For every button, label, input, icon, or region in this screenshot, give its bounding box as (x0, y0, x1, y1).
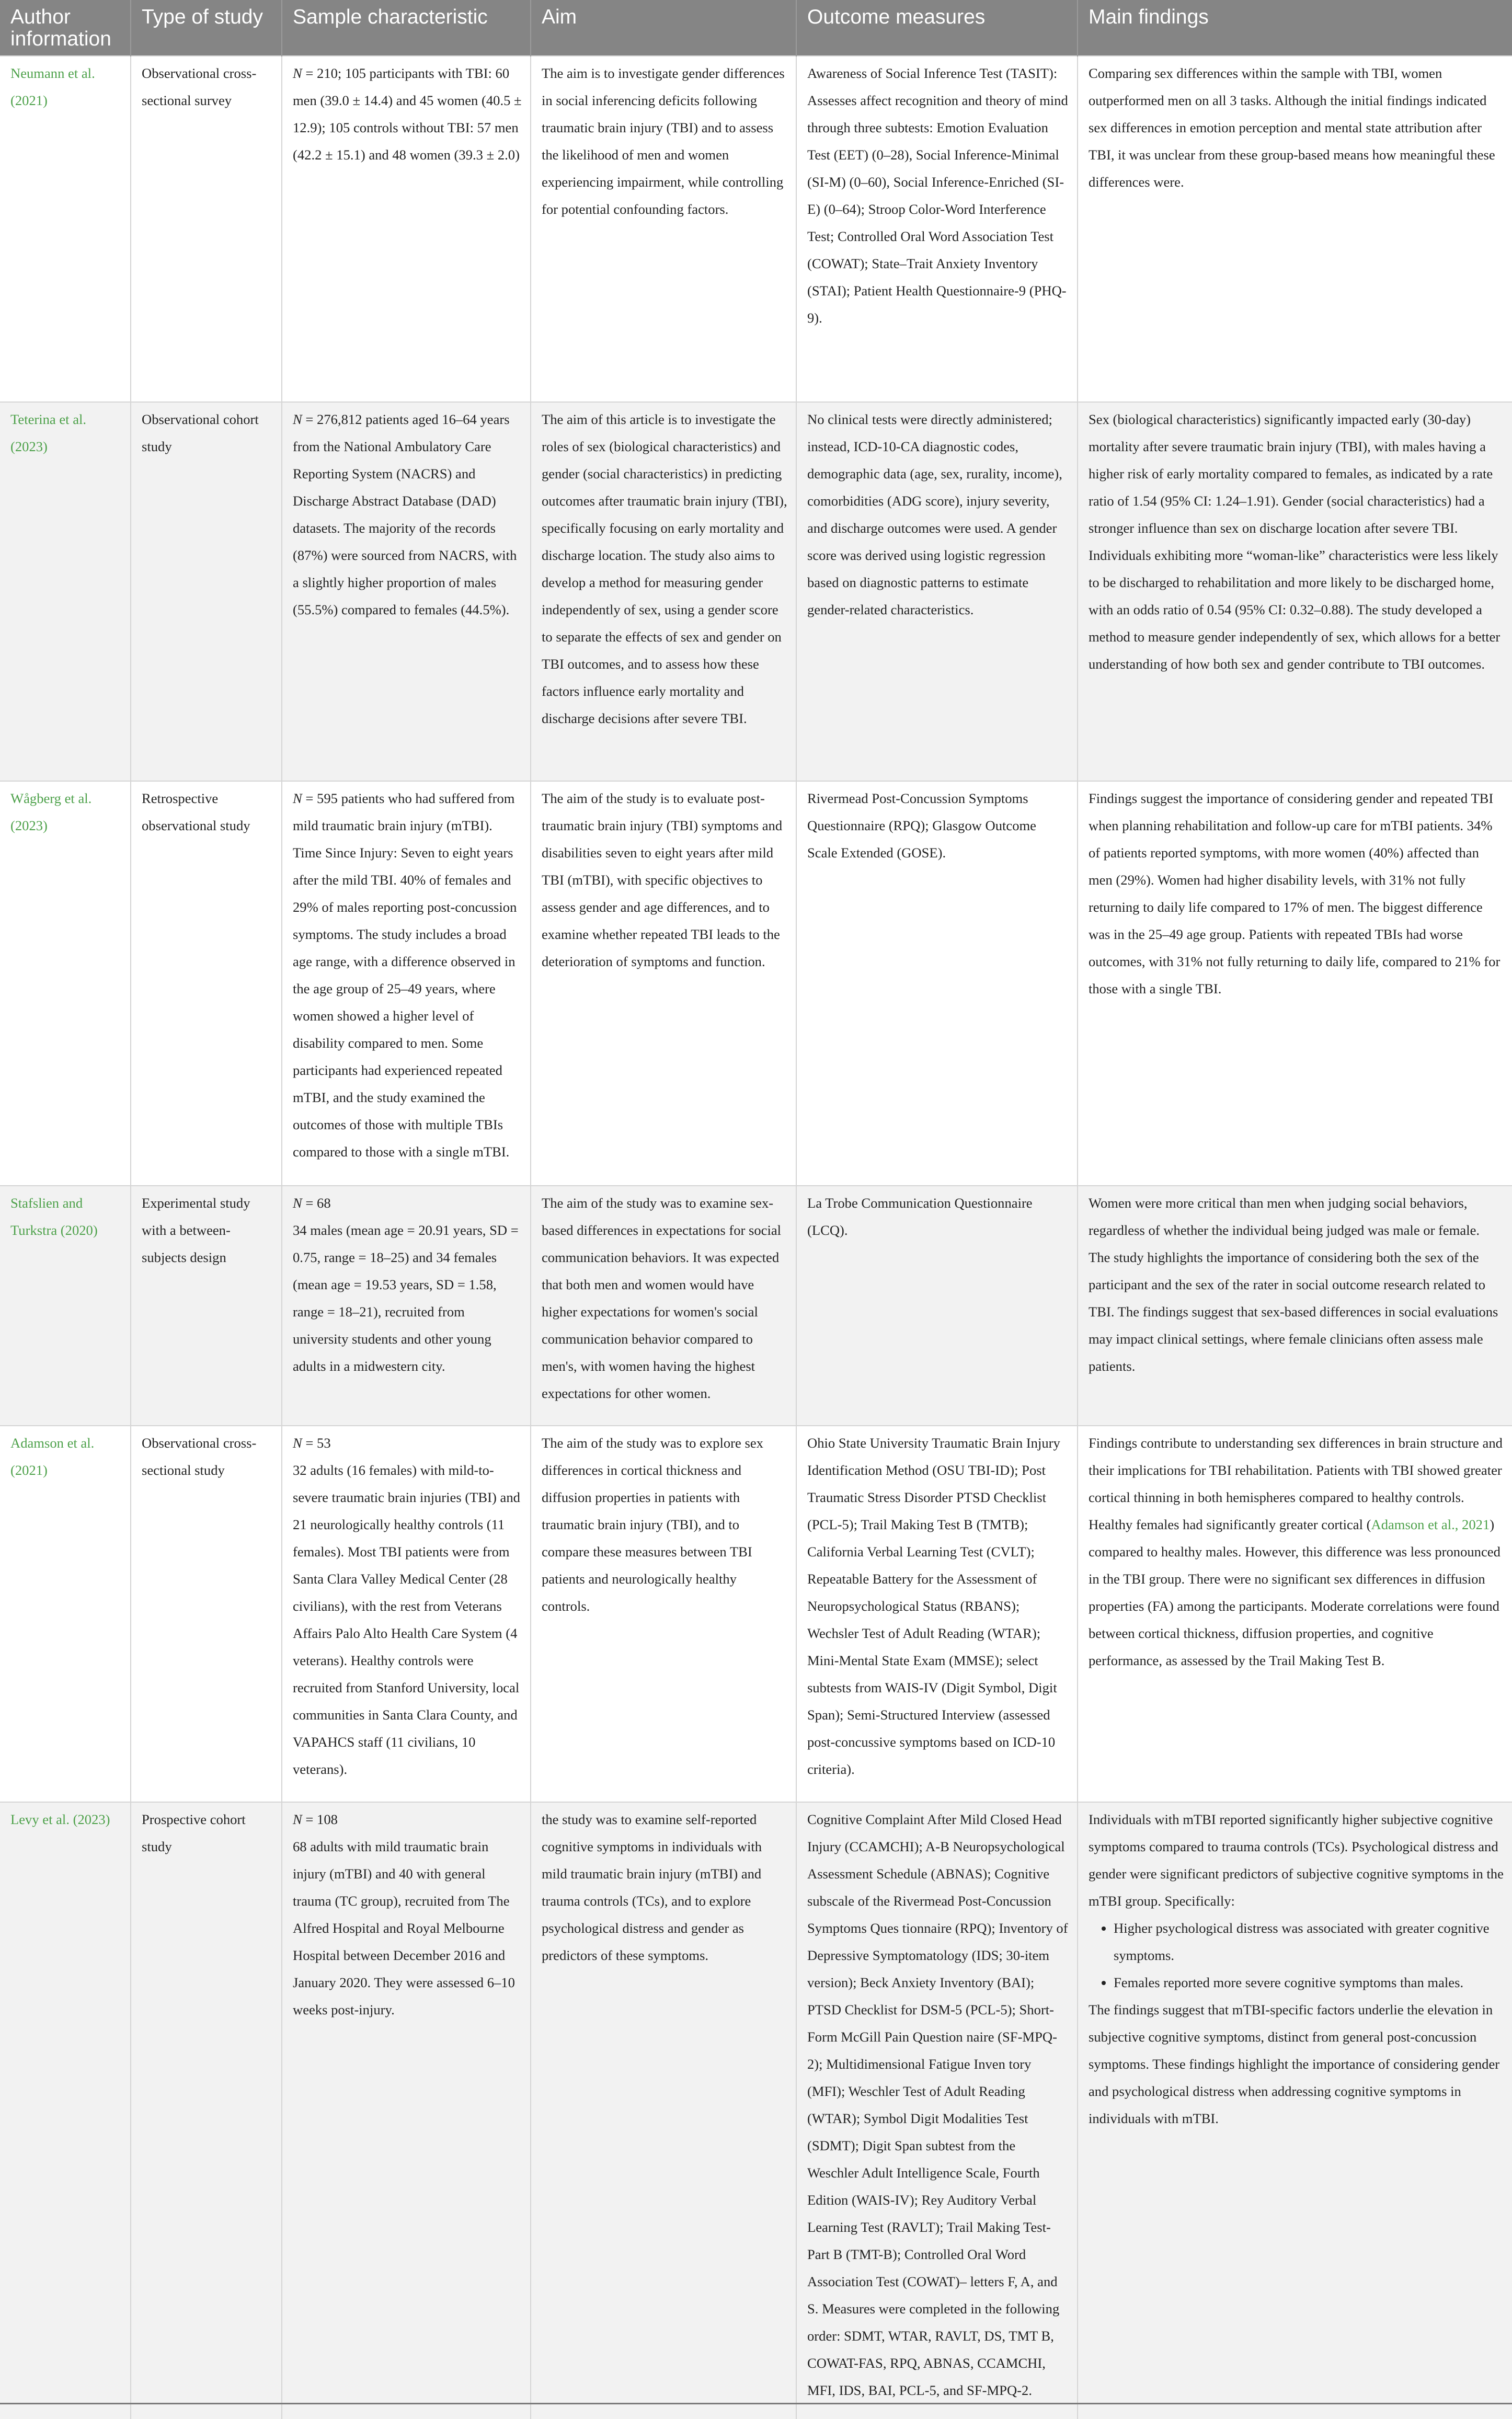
sample-n-line (293, 1189, 522, 1217)
header-outcome: Outcome measures (796, 0, 1078, 56)
table-row (0, 402, 1512, 781)
sample-n-line (293, 1806, 522, 1833)
cell-findings: Findings suggest the importance of considering gender and repeated TBI when planning rehabilitation and follow-up care for mTBI patients. 34% of patients reported symptoms, with more women (40%) affected than men (29%). Women had higher disability levels, with 31% not fully returning to daily life compared to 17% of men. The biggest difference was in the 25–49 age group. Patients with repeated TBIs had worse outcomes, with 31% not fully returning to daily life, compared to 21% for those with a single TBI. (1078, 781, 1512, 1186)
cell-sample (282, 402, 531, 781)
table-row (0, 1802, 1512, 2419)
header-findings: Main findings (1078, 0, 1512, 56)
cell-findings (1078, 1426, 1512, 1802)
findings-bullet: • Females reported more severe cognitive symptoms than males. (1114, 1969, 1504, 1996)
sample-n-value: = 68 (302, 1195, 331, 1211)
cell-author (0, 402, 131, 781)
n-label: N (293, 1195, 302, 1211)
findings-outro: The findings suggest that mTBI-specific factors underlie the elevation in subjective cognitive symptoms, distinct from general post-concussion symptoms. These findings highlight the importance of considering gender and psychological distress when addressing cognitive symptoms in individuals with mTBI. (1089, 2002, 1500, 2126)
cell-outcome: Ohio State University Traumatic Brain Injury Identification Method (OSU TBI-ID); Post Traumatic Stress Disorder PTSD Checklist (PCL-5); Trail Making Test B (TMTB); California Verbal Learning Test (CVLT); Repeatable Battery for the Assessment of Neuropsychological Status (RBANS); Wechsler Test of Adult Reading (WTAR); Mini-Mental State Exam (MMSE); select subtests from WAIS-IV (Digit Symbol, Digit Span); Semi-Structured Interview (assessed post-concussive symptoms based on ICD-10 criteria). (796, 1426, 1078, 1802)
citation-link[interactable]: Neumann et al. (2021) (10, 65, 95, 108)
cell-outcome: La Trobe Communication Questionnaire (LCQ). (796, 1186, 1078, 1426)
cell-type: Experimental study with a between-subjects design (131, 1186, 282, 1426)
inline-citation-link[interactable]: Adamson et al., 2021 (1371, 1517, 1490, 1532)
cell-aim: The aim of the study was to examine sex-based differences in expectations for social communication behaviors. It was expected that both men and women would have higher expectations for women's social communication behavior compared to men's, with women having the highest expectations for other women. (531, 1186, 796, 1426)
cell-author (0, 56, 131, 402)
citation-link[interactable]: Stafslien and Turkstra (2020) (10, 1195, 98, 1238)
cell-type: Observational cohort study (131, 402, 282, 781)
header-type: Type of study (131, 0, 282, 56)
citation-link[interactable]: Levy et al. (2023) (10, 1812, 110, 1827)
table-row (0, 781, 1512, 1186)
header-aim: Aim (531, 0, 796, 56)
cell-findings: Comparing sex differences within the sample with TBI, women outperformed men on all 3 tasks. Although the initial findings indicated sex differences in emotion perception and mental state attribution after TBI, it was unclear from these group-based means how meaningful these differences were. (1078, 56, 1512, 402)
n-label: N (293, 1435, 302, 1451)
table-row (0, 56, 1512, 402)
cell-author (0, 1186, 131, 1426)
sample-text: 32 adults (16 females) with mild-to-severe traumatic brain injuries (TBI) and 21 neurologically healthy controls (11 females). Most TBI patients were from Santa Clara Valley Medical Center (28 civilians), with the rest from Veterans Affairs Palo Alto Health Care System (4 veterans). Healthy controls were recruited from Stanford University, local communities in Santa Clara County, and VAPAHCS staff (11 civilians, 10 veterans). (293, 1462, 520, 1777)
cell-author (0, 781, 131, 1186)
sample-n-value: = 53 (302, 1435, 331, 1451)
cell-outcome: Rivermead Post-Concussion Symptoms Questionnaire (RPQ); Glasgow Outcome Scale Extended (GOSE). (796, 781, 1078, 1186)
cell-sample (282, 1186, 531, 1426)
findings-intro: Individuals with mTBI reported significantly higher subjective cognitive symptoms compared to trauma controls (TCs). Psychological distress and gender were significant predictors of subjective cognitive symptoms in the mTBI group. Specifically: (1089, 1812, 1504, 1909)
cell-aim: The aim of this article is to investigate the roles of sex (biological characteristics) and gender (social characteristics) in predicting outcomes after traumatic brain injury (TBI), specifically focusing on early mortality and discharge location. The study also aims to develop a method for measuring gender independently of sex, using a gender score to separate the effects of sex and gender on TBI outcomes, and to assess how these factors influence early mortality and discharge decisions after severe TBI. (531, 402, 796, 781)
cell-aim: The aim of the study was to explore sex differences in cortical thickness and diffusion properties in patients with traumatic brain injury (TBI), and to compare these measures between TBI patients and neurologically healthy controls. (531, 1426, 796, 1802)
cell-type: Observational cross-sectional survey (131, 56, 282, 402)
cell-outcome: Cognitive Complaint After Mild Closed Head Injury (CCAMCHI); A-B Neuropsychological Assessment Schedule (ABNAS); Cognitive subscale of the Rivermead Post-Concussion Symptoms Ques tionnaire (RPQ); Inventory of Depressive Symptomatology (IDS; 30-item version); Beck Anxiety Inventory (BAI); PTSD Checklist for DSM-5 (PCL-5); Short-Form McGill Pain Question naire (SF-MPQ-2); Multidimensional Fatigue Inven tory (MFI); Weschler Test of Adult Reading (WTAR); Symbol Digit Modalities Test (SDMT); Digit Span subtest from the Weschler Adult Intelligence Scale, Fourth Edition (WAIS-IV); Rey Auditory Verbal Learning Test (RAVLT); Trail Making Test-Part B (TMT-B); Controlled Oral Word Association Test (COWAT)– letters F, A, and S. Measures were completed in the following order: SDMT, WTAR, RAVLT, DS, TMT B, COWAT-FAS, RPQ, ABNAS, CCAMCHI, MFI, IDS, BAI, PCL-5, and SF-MPQ-2. (796, 1802, 1078, 2419)
header-sample: Sample characteristic (282, 0, 531, 56)
cell-type: Prospective cohort study (131, 1802, 282, 2419)
cell-aim: The aim is to investigate gender differences in social inferencing deficits following traumatic brain injury (TBI) and to assess the likelihood of men and women experiencing impairment, while controlling for potential confounding factors. (531, 56, 796, 402)
cell-sample (282, 781, 531, 1186)
cell-findings (1078, 1802, 1512, 2419)
table-row (0, 1426, 1512, 1802)
cell-findings: Women were more critical than men when judging social behaviors, regardless of whether the individual being judged was male or female. The study highlights the importance of considering both the sex of the participant and the sex of the rater in social outcome research related to TBI. The findings suggest that sex-based differences in social evaluations may impact clinical settings, where female clinicians often assess male patients. (1078, 1186, 1512, 1426)
n-label: N (293, 790, 302, 806)
citation-link[interactable]: Teterina et al. (2023) (10, 411, 87, 454)
cell-aim: The aim of the study is to evaluate post-traumatic brain injury (TBI) symptoms and disabilities seven to eight years after mild TBI (mTBI), with specific objectives to assess gender and age differences, and to examine whether repeated TBI leads to the deterioration of symptoms and function. (531, 781, 796, 1186)
sample-text: 68 adults with mild traumatic brain injury (mTBI) and 40 with general trauma (TC group), recruited from The Alfred Hospital and Royal Melbourne Hospital between December 2016 and January 2020. They were assessed 6–10 weeks post-injury. (293, 1839, 515, 2017)
findings-text: ) compared to healthy males. However, this difference was less pronounced in the TBI group. There were no significant sex differences in diffusion properties (FA) among the participants. Moderate correlations were found between cortical thickness, diffusion properties, and cognitive performance, as assessed by the Trail Making Test B. (1089, 1517, 1500, 1668)
table-row (0, 1186, 1512, 1426)
citation-link[interactable]: Wågberg et al. (2023) (10, 790, 92, 833)
cell-sample (282, 1802, 531, 2419)
cell-author (0, 1802, 131, 2419)
cell-author (0, 1426, 131, 1802)
citation-link[interactable]: Adamson et al. (2021) (10, 1435, 95, 1478)
header-row (0, 0, 1512, 56)
table-bottom-rule (0, 2403, 1512, 2404)
header-author: Author information (0, 0, 131, 56)
cell-findings: Sex (biological characteristics) significantly impacted early (30-day) mortality after severe traumatic brain injury (TBI), with males having a higher risk of early mortality compared to females, as indicated by a rate ratio of 1.54 (95% CI: 1.24–1.91). Gender (social characteristics) had a stronger influence than sex on discharge location after severe TBI. Individuals exhibiting more “woman-like” characteristics were less likely to be discharged to rehabilitation and more likely to be discharged home, with an odds ratio of 0.54 (95% CI: 0.32–0.88). The study developed a method to measure gender independently of sex, which allows for a better understanding of how both sex and gender contribute to TBI outcomes. (1078, 402, 1512, 781)
cell-aim: the study was to examine self-reported cognitive symptoms in individuals with mild traumatic brain injury (mTBI) and trauma controls (TCs), and to explore psychological distress and gender as predictors of these symptoms. (531, 1802, 796, 2419)
cell-type: Retrospective observational study (131, 781, 282, 1186)
cell-sample (282, 56, 531, 402)
sample-text: = 210; 105 participants with TBI: 60 men (39.0 ± 14.4) and 45 women (40.5 ± 12.9); 105 controls without TBI: 57 men (42.2 ± 15.1) and 48 women (39.3 ± 2.0) (293, 65, 522, 163)
sample-text: 34 males (mean age = 20.91 years, SD = 0.75, range = 18–25) and 34 females (mean age = 19.53 years, SD = 1.58, range = 18–21), recruited from university students and other young adults in a midwestern city. (293, 1222, 519, 1374)
cell-sample (282, 1426, 531, 1802)
findings-bullet: • Higher psychological distress was associated with greater cognitive symptoms. (1114, 1914, 1504, 1969)
findings-text: Findings contribute to understanding sex differences in brain structure and their implications for TBI rehabilitation. Patients with TBI showed greater cortical thinning in both hemispheres compared to healthy controls. Healthy females had significantly greater cortical ( (1089, 1435, 1503, 1532)
cell-type: Observational cross-sectional study (131, 1426, 282, 1802)
sample-n-line (293, 1429, 522, 1457)
cell-outcome: Awareness of Social Inference Test (TASIT): Assesses affect recognition and theory of mind through three subtests: Emotion Evaluation Test (EET) (0–28), Social Inference-Minimal (SI-M) (0–60), Social Inference-Enriched (SI-E) (0–64); Stroop Color-Word Interference Test; Controlled Oral Word Association Test (COWAT); State–Trait Anxiety Inventory (STAI); Patient Health Questionnaire-9 (PHQ-9). (796, 56, 1078, 402)
n-label: N (293, 1812, 302, 1827)
n-label: N (293, 411, 302, 427)
sample-text: = 595 patients who had suffered from mild traumatic brain injury (mTBI). Time Since Injury: Seven to eight years after the mild TBI. 40% of females and 29% of males reporting post-concussion symptoms. The study includes a broad age range, with a difference observed in the age group of 25–49 years, where women showed a higher level of disability compared to men. Some participants had experienced repeated mTBI, and the study examined the outcomes of those with multiple TBIs compared to those with a single mTBI. (293, 790, 517, 1160)
sample-text: = 276,812 patients aged 16–64 years from the National Ambulatory Care Reporting System (NACRS) and Discharge Abstract Database (DAD) datasets. The majority of the records (87%) were sourced from NACRS, with a slightly higher proportion of males (55.5%) compared to females (44.5%). (293, 411, 517, 617)
sample-n-value: = 108 (302, 1812, 338, 1827)
n-label: N (293, 65, 302, 81)
cell-outcome: No clinical tests were directly administered; instead, ICD-10-CA diagnostic codes, demographic data (age, sex, rurality, income), comorbidities (ADG score), injury severity, and discharge outcomes were used. A gender score was derived using logistic regression based on diagnostic patterns to estimate gender-related characteristics. (796, 402, 1078, 781)
findings-bullet-list (1089, 1914, 1504, 1996)
